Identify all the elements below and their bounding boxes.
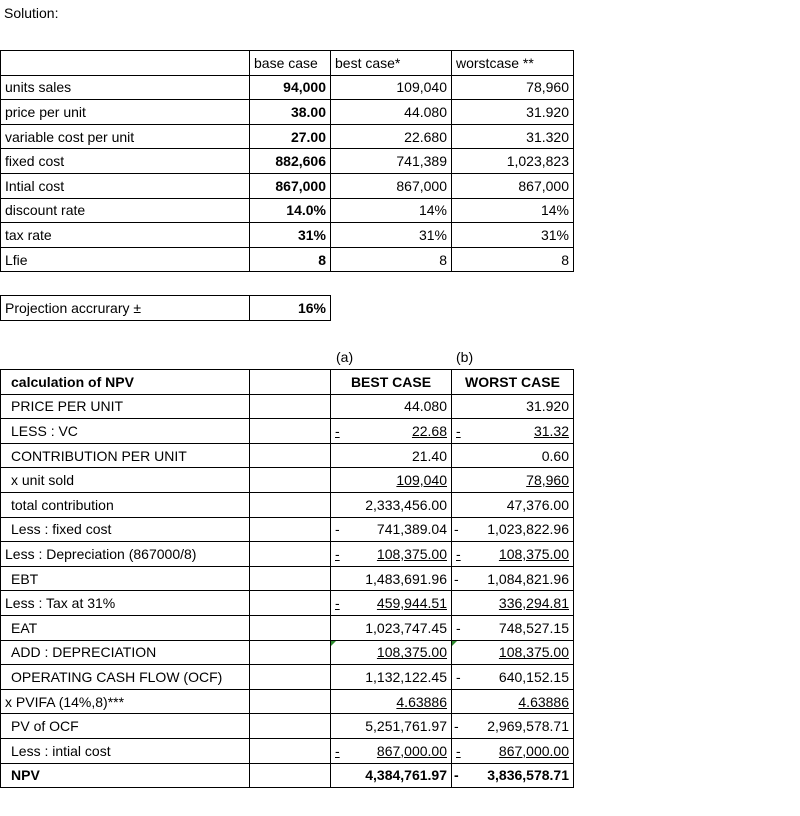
best-value: 22.680 bbox=[331, 124, 452, 149]
row-label: tax rate bbox=[1, 223, 250, 248]
value-text: 4.63886 bbox=[396, 693, 447, 710]
base-value: 867,000 bbox=[250, 173, 331, 198]
inputs-row bbox=[1, 149, 574, 174]
npv-row bbox=[1, 591, 574, 616]
header-worst-case: worstcase ** bbox=[452, 51, 574, 76]
minus-sign: - bbox=[335, 742, 340, 759]
inputs-table bbox=[0, 50, 574, 272]
solution-title: Solution: bbox=[4, 5, 59, 21]
best-value bbox=[331, 394, 452, 419]
base-value: 882,606 bbox=[250, 149, 331, 174]
best-value bbox=[331, 468, 452, 493]
header-best-case: best case* bbox=[331, 51, 452, 76]
value-text: 748,527.15 bbox=[498, 619, 569, 636]
accuracy-table bbox=[0, 295, 331, 321]
worst-value bbox=[452, 714, 574, 739]
row-label: EAT bbox=[1, 615, 250, 640]
value-text: 78,960 bbox=[526, 472, 569, 489]
value-text: 1,023,822.96 bbox=[487, 521, 569, 538]
worst-value bbox=[452, 665, 574, 690]
empty-cell bbox=[250, 738, 331, 763]
row-label: units sales bbox=[1, 75, 250, 100]
value-text: 0.60 bbox=[541, 447, 569, 464]
npv-row bbox=[1, 689, 574, 714]
row-label: discount rate bbox=[1, 198, 250, 223]
value-text: 21.40 bbox=[411, 447, 447, 464]
best-value bbox=[331, 714, 452, 739]
worst-value: 8 bbox=[452, 247, 574, 272]
value-text: 5,251,761.97 bbox=[365, 718, 447, 735]
minus-sign: - bbox=[335, 545, 340, 562]
npv-row bbox=[1, 665, 574, 690]
worst-value bbox=[452, 419, 574, 444]
npv-row bbox=[1, 738, 574, 763]
empty-cell bbox=[250, 566, 331, 591]
minus-sign: - bbox=[335, 422, 340, 439]
value-text: 459,944.51 bbox=[376, 595, 447, 612]
best-value bbox=[331, 738, 452, 763]
best-value: 867,000 bbox=[331, 173, 452, 198]
npv-row bbox=[1, 492, 574, 517]
minus-sign: - bbox=[454, 718, 459, 735]
accuracy-row bbox=[1, 296, 331, 321]
worst-value: 31.320 bbox=[452, 124, 574, 149]
row-label: NPV bbox=[1, 763, 250, 788]
empty-cell bbox=[250, 689, 331, 714]
npv-row bbox=[1, 566, 574, 591]
npv-row bbox=[1, 615, 574, 640]
worst-value: 31% bbox=[452, 223, 574, 248]
base-value: 8 bbox=[250, 247, 331, 272]
row-label: total contribution bbox=[1, 492, 250, 517]
inputs-row bbox=[1, 124, 574, 149]
best-value bbox=[331, 492, 452, 517]
row-label: x PVIFA (14%,8)*** bbox=[1, 689, 250, 714]
value-text: 3,836,578.71 bbox=[487, 767, 569, 784]
value-text: 640,152.15 bbox=[498, 668, 569, 685]
col-b-marker: (b) bbox=[456, 349, 474, 365]
row-label: CONTRIBUTION PER UNIT bbox=[1, 443, 250, 468]
value-text: 867,000.00 bbox=[498, 742, 569, 759]
inputs-row bbox=[1, 75, 574, 100]
value-text: 22.68 bbox=[411, 422, 447, 439]
value-text: 1,483,691.96 bbox=[365, 570, 447, 587]
value-text: 1,023,747.45 bbox=[365, 619, 447, 636]
row-label: Less : Tax at 31% bbox=[1, 591, 250, 616]
worst-value: 31.920 bbox=[452, 100, 574, 125]
worst-value bbox=[452, 394, 574, 419]
worst-value bbox=[452, 591, 574, 616]
npv-row bbox=[1, 443, 574, 468]
base-value: 14.0% bbox=[250, 198, 331, 223]
row-label: Less : Depreciation (867000/8) bbox=[1, 542, 250, 567]
minus-sign: - bbox=[454, 521, 459, 538]
value-text: 2,969,578.71 bbox=[487, 718, 569, 735]
value-text: 4.63886 bbox=[518, 693, 569, 710]
row-label: fixed cost bbox=[1, 149, 250, 174]
row-label: LESS : VC bbox=[1, 419, 250, 444]
best-value bbox=[331, 517, 452, 542]
empty-cell bbox=[250, 517, 331, 542]
npv-row bbox=[1, 542, 574, 567]
minus-sign: - bbox=[454, 570, 459, 587]
inputs-row bbox=[1, 247, 574, 272]
value-text: 44.080 bbox=[404, 398, 447, 415]
best-value bbox=[331, 615, 452, 640]
best-value: 14% bbox=[331, 198, 452, 223]
inputs-row bbox=[1, 223, 574, 248]
row-label: PV of OCF bbox=[1, 714, 250, 739]
empty-cell bbox=[250, 615, 331, 640]
npv-header-row bbox=[1, 370, 574, 395]
worst-value: 14% bbox=[452, 198, 574, 223]
best-npv bbox=[331, 763, 452, 788]
npv-row bbox=[1, 517, 574, 542]
best-value bbox=[331, 566, 452, 591]
worst-value bbox=[452, 468, 574, 493]
empty-cell bbox=[250, 542, 331, 567]
base-value: 38.00 bbox=[250, 100, 331, 125]
empty-cell bbox=[250, 492, 331, 517]
best-value bbox=[331, 665, 452, 690]
value-text: 47,376.00 bbox=[506, 496, 569, 513]
inputs-header-row bbox=[1, 51, 574, 76]
worst-value bbox=[452, 443, 574, 468]
minus-sign: - bbox=[456, 668, 461, 685]
worst-value bbox=[452, 615, 574, 640]
value-text: 741,389.04 bbox=[376, 521, 447, 538]
row-label: Intial cost bbox=[1, 173, 250, 198]
npv-row bbox=[1, 419, 574, 444]
empty-cell bbox=[250, 443, 331, 468]
worst-value bbox=[452, 542, 574, 567]
value-text: 1,084,821.96 bbox=[487, 570, 569, 587]
value-text: 1,132,122.45 bbox=[365, 668, 447, 685]
worst-value: 78,960 bbox=[452, 75, 574, 100]
best-value: 44.080 bbox=[331, 100, 452, 125]
npv-row bbox=[1, 640, 574, 665]
empty-cell bbox=[250, 640, 331, 665]
best-value bbox=[331, 640, 452, 665]
empty-cell bbox=[250, 419, 331, 444]
best-value bbox=[331, 542, 452, 567]
row-label: PRICE PER UNIT bbox=[1, 394, 250, 419]
value-text: 336,294.81 bbox=[498, 595, 569, 612]
best-value: 109,040 bbox=[331, 75, 452, 100]
best-value: 8 bbox=[331, 247, 452, 272]
inputs-row bbox=[1, 173, 574, 198]
worst-value: 1,023,823 bbox=[452, 149, 574, 174]
accuracy-label: Projection accrurary ± bbox=[1, 296, 250, 321]
row-label: ADD : DEPRECIATION bbox=[1, 640, 250, 665]
best-value bbox=[331, 689, 452, 714]
value-text: 109,040 bbox=[396, 472, 447, 489]
best-value: 741,389 bbox=[331, 149, 452, 174]
npv-row bbox=[1, 714, 574, 739]
value-text: 108,375.00 bbox=[498, 644, 569, 661]
row-label: OPERATING CASH FLOW (OCF) bbox=[1, 665, 250, 690]
npv-heading: calculation of NPV bbox=[1, 370, 250, 395]
worst-value bbox=[452, 492, 574, 517]
worst-value: 867,000 bbox=[452, 173, 574, 198]
base-value: 31% bbox=[250, 223, 331, 248]
base-value: 94,000 bbox=[250, 75, 331, 100]
row-label: Less : intial cost bbox=[1, 738, 250, 763]
inputs-row bbox=[1, 100, 574, 125]
npv-table bbox=[0, 369, 574, 788]
npv-row bbox=[1, 468, 574, 493]
inputs-row bbox=[1, 198, 574, 223]
empty-cell bbox=[250, 714, 331, 739]
value-text: 108,375.00 bbox=[376, 644, 447, 661]
worst-case-header: WORST CASE bbox=[452, 370, 574, 395]
worst-value bbox=[452, 640, 574, 665]
worst-value bbox=[452, 517, 574, 542]
base-value: 27.00 bbox=[250, 124, 331, 149]
worst-value bbox=[452, 566, 574, 591]
empty-cell bbox=[250, 394, 331, 419]
empty-cell bbox=[250, 591, 331, 616]
inputs-corner-cell bbox=[1, 51, 250, 76]
minus-sign: - bbox=[456, 619, 461, 636]
value-text: 2,333,456.00 bbox=[365, 496, 447, 513]
row-label: price per unit bbox=[1, 100, 250, 125]
value-text: 108,375.00 bbox=[376, 545, 447, 562]
minus-sign: - bbox=[456, 742, 461, 759]
best-value: 31% bbox=[331, 223, 452, 248]
minus-sign: - bbox=[456, 545, 461, 562]
minus-sign: - bbox=[454, 767, 459, 784]
worst-value bbox=[452, 738, 574, 763]
minus-sign: - bbox=[456, 422, 461, 439]
header-base-case: base case bbox=[250, 51, 331, 76]
minus-sign: - bbox=[335, 521, 340, 538]
best-value bbox=[331, 443, 452, 468]
empty-cell bbox=[250, 665, 331, 690]
npv-row bbox=[1, 394, 574, 419]
npv-result-row bbox=[1, 763, 574, 788]
row-label: x unit sold bbox=[1, 468, 250, 493]
row-label: variable cost per unit bbox=[1, 124, 250, 149]
value-text: 31.920 bbox=[526, 398, 569, 415]
best-value bbox=[331, 419, 452, 444]
empty-cell bbox=[250, 370, 331, 395]
col-a-marker: (a) bbox=[336, 349, 354, 365]
value-text: 4,384,761.97 bbox=[365, 767, 447, 784]
best-case-header: BEST CASE bbox=[331, 370, 452, 395]
worst-value bbox=[452, 689, 574, 714]
accuracy-value: 16% bbox=[250, 296, 331, 321]
row-label: Lfie bbox=[1, 247, 250, 272]
best-value bbox=[331, 591, 452, 616]
empty-cell bbox=[250, 468, 331, 493]
worst-npv bbox=[452, 763, 574, 788]
minus-sign: - bbox=[335, 595, 340, 612]
value-text: 31.32 bbox=[533, 422, 569, 439]
row-label: Less : fixed cost bbox=[1, 517, 250, 542]
value-text: 867,000.00 bbox=[376, 742, 447, 759]
value-text: 108,375.00 bbox=[498, 545, 569, 562]
row-label: EBT bbox=[1, 566, 250, 591]
empty-cell bbox=[250, 763, 331, 788]
